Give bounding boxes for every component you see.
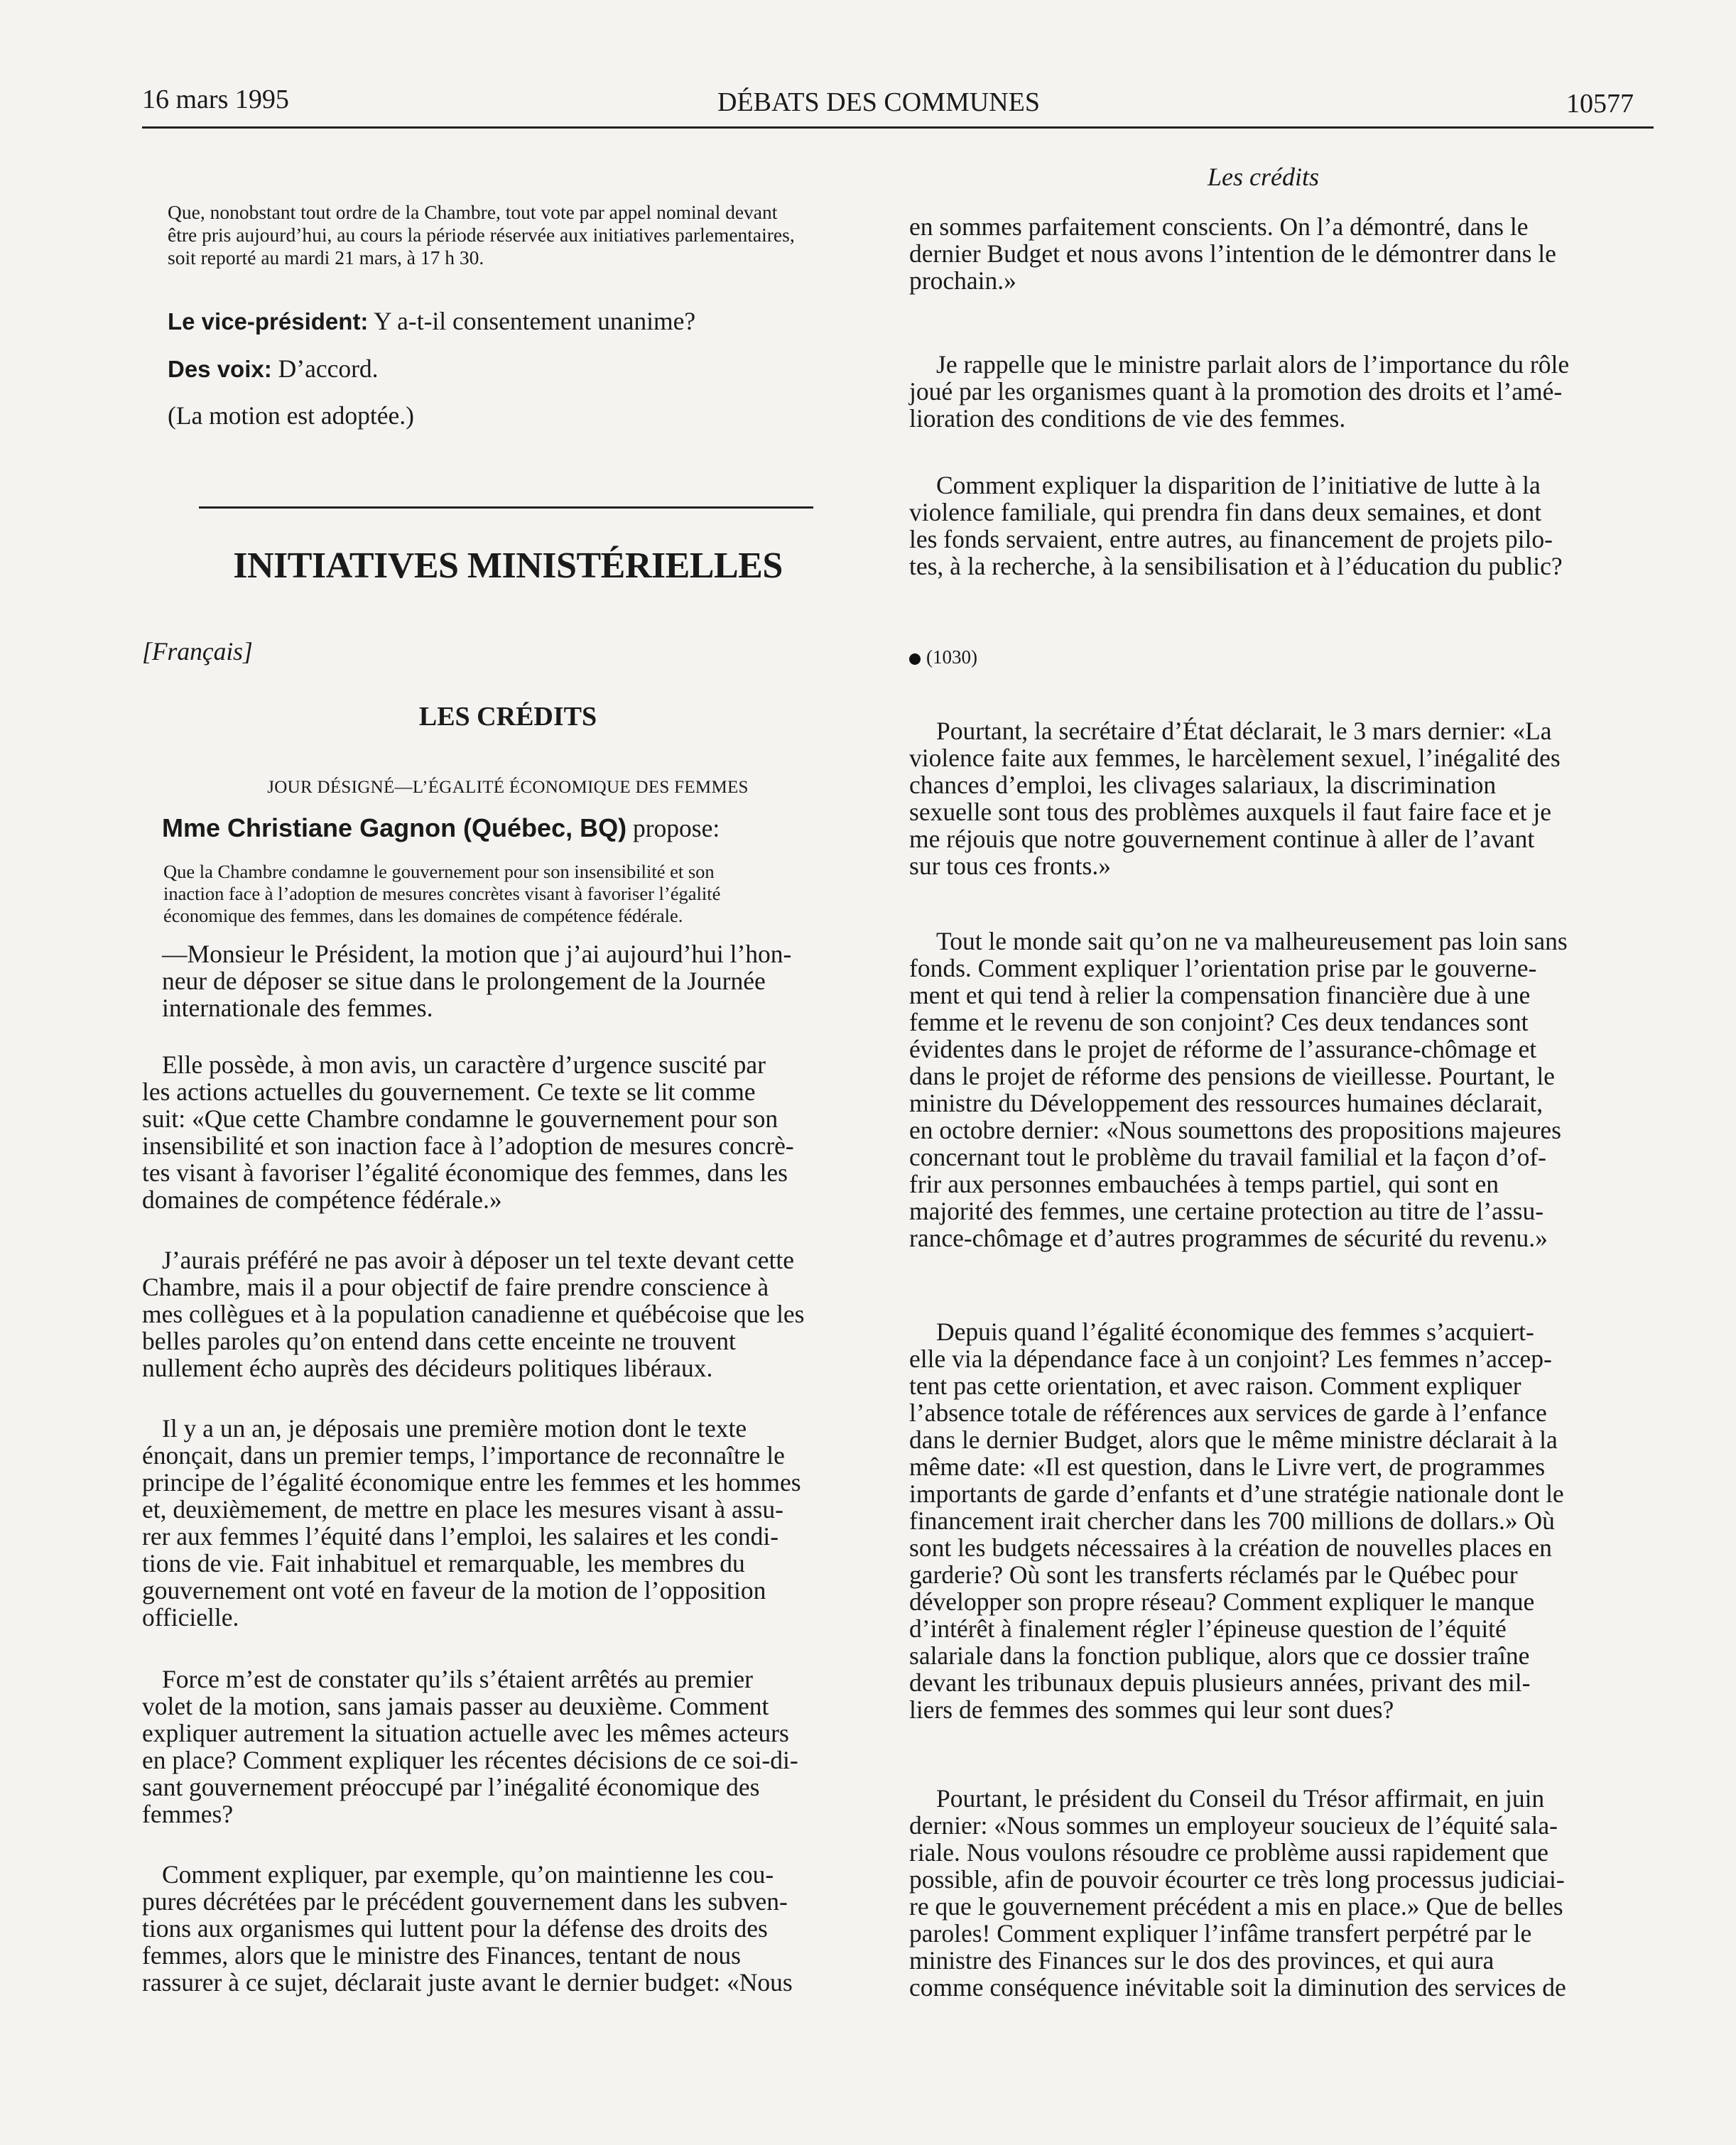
speaker-name: Le vice-président: <box>168 308 369 335</box>
quote-line: Que, nonobstant tout ordre de la Chambre, tout vote par appel nominal devant <box>168 201 778 223</box>
paragraph-line: en place? Comment expliquer les récentes décisions de ce soi-di- <box>142 1746 798 1774</box>
paragraph-line: Force m’est de constater qu’ils s’étaient arrêtés au premier <box>162 1665 753 1693</box>
allotted-day-title: JOUR DÉSIGNÉ—L’ÉGALITÉ ÉCONOMIQUE DES FEMMES <box>267 778 749 797</box>
paragraph-line: lioration des conditions de vie des femmes. <box>909 404 1346 433</box>
paragraph-line: expliquer autrement la situation actuelle avec les mêmes acteurs <box>142 1719 789 1747</box>
paragraph-line: importants de garde d’enfants et d’une stratégie nationale dont le <box>909 1479 1564 1508</box>
paragraph-line: en octobre dernier: «Nous soumettons des propositions majeures <box>909 1116 1561 1144</box>
paragraph-line: sur tous ces fronts.» <box>909 852 1111 880</box>
paragraph-line: rer aux femmes l’équité dans l’emploi, les salaires et les condi- <box>142 1522 779 1551</box>
paragraph-line: fonds. Comment expliquer l’orientation prise par le gouverne- <box>909 954 1537 982</box>
motion-line: Que la Chambre condamne le gouvernement pour son insensibilité et son <box>163 861 715 882</box>
section-title: INITIATIVES MINISTÉRIELLES <box>233 545 783 586</box>
paragraph-line: tes visant à favoriser l’égalité économique des femmes, dans les <box>142 1158 788 1187</box>
header-rule <box>142 126 1654 129</box>
paragraph-line: Pourtant, le président du Conseil du Trésor affirmait, en juin <box>936 1784 1545 1813</box>
paragraph-line: Comment expliquer, par exemple, qu’on maintienne les cou- <box>162 1860 774 1889</box>
paragraph-line: paroles! Comment expliquer l’infâme transfert perpétré par le <box>909 1919 1532 1948</box>
paragraph-line: frir aux personnes embauchées à temps partiel, qui sont en <box>909 1170 1499 1198</box>
speech-text: Y a-t-il consentement unanime? <box>368 307 696 335</box>
paragraph-line: salariale dans la fonction publique, alors que ce dossier traîne <box>909 1641 1530 1670</box>
paragraph-line: gouvernement ont voté en faveur de la motion de l’opposition <box>142 1576 766 1604</box>
paragraph-line: dans le projet de réforme des pensions de vieillesse. Pourtant, le <box>909 1062 1555 1090</box>
paragraph-line: financement irait chercher dans les 700 millions de dollars.» Où <box>909 1506 1555 1535</box>
paragraph-line: Comment expliquer la disparition de l’initiative de lutte à la <box>936 471 1541 499</box>
paragraph-line: —Monsieur le Président, la motion que j’ai aujourd’hui l’hon- <box>162 940 792 968</box>
motion-adopted: (La motion est adoptée.) <box>168 401 414 430</box>
paragraph <box>909 1318 1644 1723</box>
paragraph-line: principe de l’égalité économique entre les femmes et les hommes <box>142 1468 801 1497</box>
paragraph-line: garderie? Où sont les transferts réclamés par le Québec pour <box>909 1560 1518 1589</box>
mover-line <box>162 815 720 842</box>
paragraph-line: domaines de compétence fédérale.» <box>142 1185 502 1214</box>
section-separator <box>199 506 813 509</box>
paragraph-line: possible, afin de pouvoir écourter ce très long processus judiciai- <box>909 1865 1565 1894</box>
speech-text: propose: <box>626 814 720 842</box>
motion-line: inaction face à l’adoption de mesures concrètes visant à favoriser l’égalité <box>163 883 721 904</box>
paragraph-line: Elle possède, à mon avis, un caractère d’urgence suscité par <box>162 1050 766 1079</box>
paragraph-line: prochain.» <box>909 266 1016 295</box>
paragraph-line: dernier: «Nous sommes un employeur soucieux de l’équité sala- <box>909 1811 1558 1840</box>
quote-line: soit reporté au mardi 21 mars, à 17 h 30. <box>168 246 484 268</box>
time-marker-text: (1030) <box>926 646 977 668</box>
paragraph-line: suit: «Que cette Chambre condamne le gouvernement pour son <box>142 1104 779 1133</box>
paragraph-line: belles paroles qu’on entend dans cette enceinte ne trouvent <box>142 1327 736 1355</box>
paragraph-line: comme conséquence inévitable soit la diminution des services de <box>909 1973 1566 2002</box>
paragraph <box>909 213 1644 294</box>
paragraph-line: en sommes parfaitement conscients. On l’a démontré, dans le <box>909 212 1529 241</box>
paragraph-line: l’absence totale de références aux services de garde à l’enfance <box>909 1399 1547 1427</box>
paragraph-line: évidentes dans le projet de réforme de l’assurance-chômage et <box>909 1035 1537 1063</box>
paragraph-line: tes, à la recherche, à la sensibilisation et à l’éducation du public? <box>909 552 1563 580</box>
paragraph-line: rance-chômage et d’autres programmes de sécurité du revenu.» <box>909 1224 1548 1252</box>
paragraph-line: dans le dernier Budget, alors que le même ministre déclarait à la <box>909 1426 1558 1454</box>
paragraph <box>142 1861 874 1996</box>
supply-title: LES CRÉDITS <box>418 702 597 732</box>
paragraph-line: Depuis quand l’égalité économique des femmes s’acquiert- <box>936 1318 1534 1346</box>
time-marker <box>909 644 977 670</box>
paragraph-line: Tout le monde sait qu’on ne va malheureusement pas loin sans <box>936 927 1568 955</box>
speaker-name: Des voix: <box>168 356 272 382</box>
paragraph <box>142 1666 874 1828</box>
paragraph-line: dernier Budget et nous avons l’intention de le démontrer dans le <box>909 239 1556 268</box>
paragraph-line: Il y a un an, je déposais une première motion dont le texte <box>162 1414 747 1443</box>
paragraph <box>142 1415 874 1631</box>
paragraph-line: J’aurais préféré ne pas avoir à déposer un tel texte devant cette <box>162 1246 795 1274</box>
paragraph-line: femme et le revenu de son conjoint? Ces deux tendances sont <box>909 1008 1529 1036</box>
paragraph <box>142 1247 874 1381</box>
paragraph-line: insensibilité et son inaction face à l’adoption de mesures concrè- <box>142 1131 794 1160</box>
paragraph-line: Je rappelle que le ministre parlait alors de l’importance du rôle <box>936 350 1570 379</box>
paragraph-line: et, deuxièmement, de mettre en place les mesures visant à assu- <box>142 1495 783 1524</box>
language-tag: [Français] <box>142 637 253 666</box>
vp-intervention <box>168 308 695 335</box>
paragraph-line: tions aux organismes qui luttent pour la défense des droits des <box>142 1914 768 1943</box>
paragraph-line: devant les tribunaux depuis plusieurs années, privant des mil- <box>909 1668 1531 1697</box>
speech-text: D’accord. <box>271 354 379 383</box>
paragraph-line: violence faite aux femmes, le harcèlement sexuel, l’inégalité des <box>909 744 1561 772</box>
paragraph-line: sont les budgets nécessaires à la création de nouvelles places en <box>909 1533 1552 1562</box>
paragraph-line: tent pas cette orientation, et avec raison. Comment expliquer <box>909 1372 1521 1400</box>
paragraph-line: me réjouis que notre gouvernement continue à aller de l’avant <box>909 825 1535 853</box>
paragraph-line: re que le gouvernement précédent a mis en place.» Que de belles <box>909 1892 1563 1921</box>
paragraph-line: elle via la dépendance face à un conjoint? Les femmes n’accep- <box>909 1345 1552 1373</box>
paragraph-line: les fonds servaient, entre autres, au financement de projets pilo- <box>909 525 1553 553</box>
paragraph-line: officielle. <box>142 1603 239 1631</box>
paragraph-line: développer son propre réseau? Comment expliquer le manque <box>909 1587 1535 1616</box>
paragraph-line: tions de vie. Fait inhabituel et remarquable, les membres du <box>142 1549 745 1577</box>
motion-text <box>163 861 874 927</box>
paragraph-line: ministre du Développement des ressources humaines déclarait, <box>909 1089 1544 1117</box>
paragraph-line: nullement écho auprès des décideurs politiques libéraux. <box>142 1354 713 1382</box>
paragraph-line: pures décrétées par le précédent gouvernement dans les subven- <box>142 1887 788 1916</box>
paragraph-line: mes collègues et à la population canadienne et québécoise que les <box>142 1300 805 1328</box>
paragraph <box>909 928 1644 1251</box>
paragraph-line: ment et qui tend à relier la compensation financière due à une <box>909 981 1531 1009</box>
paragraph-line: sexuelle sont tous des problèmes auxquels il faut faire face et je <box>909 798 1551 826</box>
paragraph-line: chances d’emploi, les clivages salariaux, la discrimination <box>909 771 1497 799</box>
paragraph-line: violence familiale, qui prendra fin dans deux semaines, et dont <box>909 498 1542 526</box>
paragraph-line: internationale des femmes. <box>162 994 433 1022</box>
quote-line: être pris aujourd’hui, au cours la période réservée aux initiatives parlementaires, <box>168 224 795 246</box>
paragraph-line: ministre des Finances sur le dos des provinces, et qui aura <box>909 1946 1494 1975</box>
header-date: 16 mars 1995 <box>142 85 289 114</box>
paragraph-line: rassurer à ce sujet, déclarait juste avant le dernier budget: «Nous <box>142 1968 793 1997</box>
paragraph-line: femmes? <box>142 1800 234 1828</box>
paragraph <box>909 472 1644 580</box>
paragraph-line: liers de femmes des sommes qui leur sont dues? <box>909 1695 1394 1724</box>
paragraph-line: concernant tout le problème du travail familial et la façon d’of- <box>909 1143 1546 1171</box>
paragraph-line: Chambre, mais il a pour objectif de faire prendre conscience à <box>142 1273 769 1301</box>
paragraph <box>909 717 1644 879</box>
paragraph-line: volet de la motion, sans jamais passer au deuxième. Comment <box>142 1692 769 1720</box>
paragraph-line: neur de déposer se situe dans le prolongement de la Journée <box>162 967 766 995</box>
paragraph-line: les actions actuelles du gouvernement. Ce texte se lit comme <box>142 1077 756 1106</box>
paragraph-line: sant gouvernement préoccupé par l’inégalité économique des <box>142 1773 760 1801</box>
motion-line: économique des femmes, dans les domaines de compétence fédérale. <box>163 905 683 926</box>
paragraph-line: majorité des femmes, une certaine protection au titre de l’assu- <box>909 1197 1544 1225</box>
header-page-number: 10577 <box>1566 89 1634 119</box>
paragraph-line: énonçait, dans un premier temps, l’importance de reconnaître le <box>142 1441 785 1470</box>
paragraph-line: Pourtant, la secrétaire d’État déclarait, le 3 mars dernier: «La <box>936 717 1552 745</box>
paragraph <box>162 940 874 1021</box>
header-publication-title: DÉBATS DES COMMUNES <box>717 87 1040 117</box>
paragraph-line: d’intérêt à finalement régler l’épineuse question de l’équité <box>909 1614 1507 1643</box>
paragraph <box>909 351 1644 432</box>
paragraph <box>909 1785 1644 2001</box>
bullet-icon <box>909 653 921 665</box>
paragraph-line: même date: «Il est question, dans le Livre vert, de programmes <box>909 1452 1546 1481</box>
paragraph-line: femmes, alors que le ministre des Finances, tentant de nous <box>142 1941 741 1970</box>
paragraph-line: joué par les organismes quant à la promotion des droits et l’amé- <box>909 377 1563 406</box>
paragraph <box>142 1051 874 1213</box>
deferred-vote-quote <box>168 201 874 269</box>
running-head: Les crédits <box>1208 163 1319 191</box>
paragraph-line: riale. Nous voulons résoudre ce problème aussi rapidement que <box>909 1838 1549 1867</box>
speaker-name: Mme Christiane Gagnon (Québec, BQ) <box>162 813 627 842</box>
voices-intervention <box>168 355 379 383</box>
